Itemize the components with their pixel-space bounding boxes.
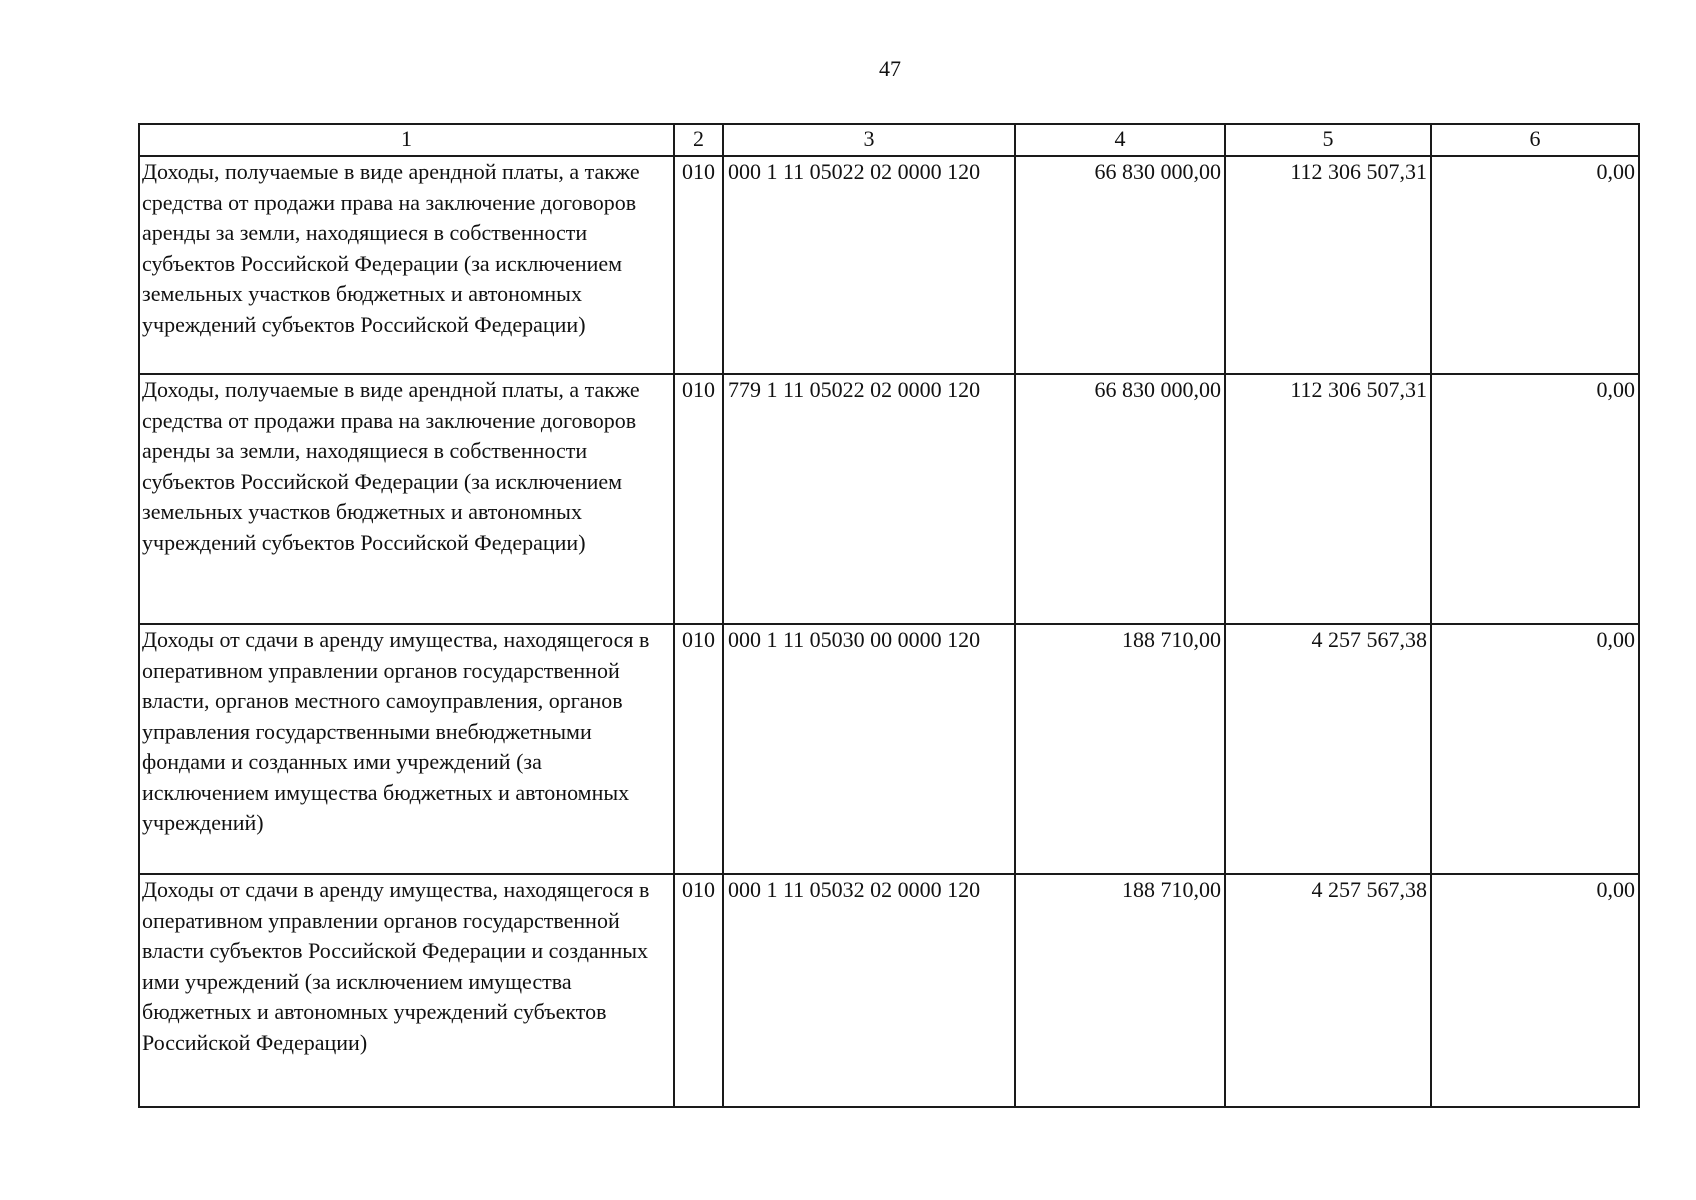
row-col6-cell: 0,00: [1431, 624, 1639, 874]
row-col5-cell: 112 306 507,31: [1225, 156, 1431, 374]
table-row: [139, 156, 1639, 374]
row-kbk-cell: 779 1 11 05022 02 0000 120: [723, 374, 1015, 624]
row-col5-cell: 4 257 567,38: [1225, 624, 1431, 874]
row-col6-cell: 0,00: [1431, 374, 1639, 624]
row-col4-cell: 66 830 000,00: [1015, 156, 1225, 374]
header-col-3: 3: [723, 124, 1015, 156]
header-row: [139, 124, 1639, 156]
table-row: [139, 624, 1639, 874]
header-col-6: 6: [1431, 124, 1639, 156]
row-kbk-cell: 000 1 11 05032 02 0000 120: [723, 874, 1015, 1107]
row-name-cell: Доходы от сдачи в аренду имущества, находящегося в оперативном управлении органов государственной власти субъектов Российской Федерации и созданных ими учреждений (за исключением имущества бюджетных и автономных учреждений субъектов Российской Федерации): [139, 874, 674, 1107]
row-name-cell: Доходы, получаемые в виде арендной платы, а также средства от продажи права на заключение договоров аренды за земли, находящиеся в собственности субъектов Российской Федерации (за исключением земельных участков бюджетных и автономных учреждений субъектов Российской Федерации): [139, 156, 674, 374]
row-col6-cell: 0,00: [1431, 874, 1639, 1107]
page-number: 47: [879, 56, 901, 81]
row-col4-cell: 188 710,00: [1015, 874, 1225, 1107]
header-col-1: 1: [139, 124, 674, 156]
budget-revenue-table: [138, 123, 1640, 1108]
header-col-4: 4: [1015, 124, 1225, 156]
row-code-cell: 010: [674, 374, 723, 624]
header-col-2: 2: [674, 124, 723, 156]
row-code-cell: 010: [674, 624, 723, 874]
row-name-cell: Доходы, получаемые в виде арендной платы, а также средства от продажи права на заключение договоров аренды за земли, находящиеся в собственности субъектов Российской Федерации (за исключением земельных участков бюджетных и автономных учреждений субъектов Российской Федерации): [139, 374, 674, 624]
row-col6-cell: 0,00: [1431, 156, 1639, 374]
row-kbk-cell: 000 1 11 05022 02 0000 120: [723, 156, 1015, 374]
row-code-cell: 010: [674, 874, 723, 1107]
row-col5-cell: 112 306 507,31: [1225, 374, 1431, 624]
row-col4-cell: 66 830 000,00: [1015, 374, 1225, 624]
row-code-cell: 010: [674, 156, 723, 374]
row-kbk-cell: 000 1 11 05030 00 0000 120: [723, 624, 1015, 874]
table-row: [139, 374, 1639, 624]
table-row: [139, 874, 1639, 1107]
row-col4-cell: 188 710,00: [1015, 624, 1225, 874]
header-col-5: 5: [1225, 124, 1431, 156]
row-col5-cell: 4 257 567,38: [1225, 874, 1431, 1107]
row-name-cell: Доходы от сдачи в аренду имущества, находящегося в оперативном управлении органов государственной власти, органов местного самоуправления, органов управления государственными внебюджетными фондами и созданных ими учреждений (за исключением имущества бюджетных и автономных учреждений): [139, 624, 674, 874]
